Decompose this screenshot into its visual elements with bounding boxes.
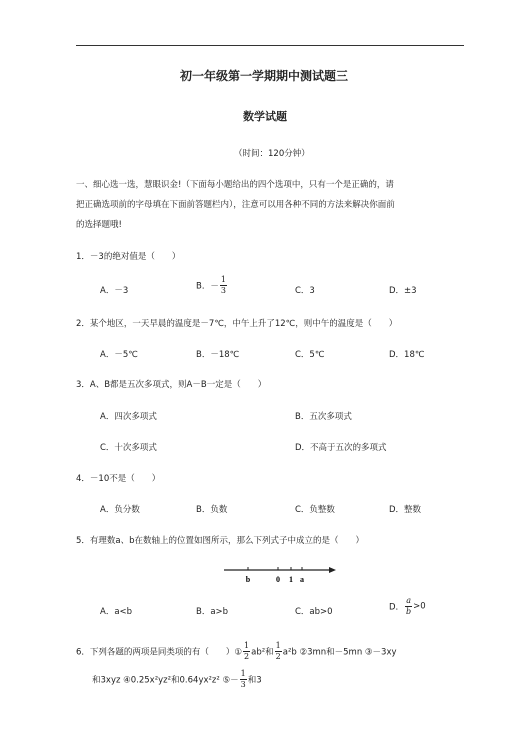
question-6-line2-start: 和3xyz ④0.25x²yz²和0.64yx²z² ⑤－: [92, 675, 239, 686]
number-line-figure: [220, 562, 340, 586]
question-6-part1a: ab²和: [251, 647, 274, 658]
question-3-option-a: A．四次多项式: [100, 412, 157, 422]
section-instructions-line1: 一、细心选一选，慧眼识金!（下面每小题给出的四个选项中，只有一个是正确的，请: [76, 180, 394, 190]
question-4-option-b: B．负数: [196, 505, 228, 515]
question-6-line2-end: 和3: [247, 675, 262, 686]
fraction-numerator: a: [406, 596, 411, 605]
page-title: 初一年级第一学期期中测试题三: [180, 69, 349, 83]
fraction: [275, 642, 282, 661]
question-5-stem: 5．有理数a、b在数轴上的位置如图所示，那么下列式子中成立的是（ ）: [76, 536, 365, 546]
fraction: [405, 597, 412, 616]
question-1-option-b: [196, 276, 228, 295]
question-5-option-d-suffix: >0: [413, 601, 426, 612]
question-2-option-a: A．－5℃: [100, 350, 138, 360]
question-5-option-b: B．a>b: [196, 607, 229, 617]
number-line-label-0: 0: [276, 575, 280, 584]
question-5-option-a: A．a<b: [100, 607, 133, 617]
fraction: [220, 276, 227, 295]
question-4-option-a: A．负分数: [100, 505, 140, 515]
question-4-option-c: C．负整数: [295, 505, 335, 515]
top-rule: [76, 45, 464, 46]
question-3-option-b: B．五次多项式: [295, 412, 352, 422]
question-3-stem: 3．A、B都是五次多项式，则A－B一定是（ ）: [76, 380, 267, 390]
question-5-option-d-prefix: D．: [389, 602, 405, 613]
fraction: [243, 642, 250, 661]
question-3-option-d: D．不高于五次的多项式: [295, 443, 387, 453]
fraction-denominator: 3: [240, 680, 246, 689]
fraction-numerator: 1: [220, 275, 226, 284]
question-3-option-c: C．十次多项式: [100, 443, 157, 453]
fraction-numerator: 1: [275, 641, 281, 650]
number-line-arrow: [329, 567, 336, 573]
question-6-stem-start: 6．下列各题的两项是同类项的有（ ）①: [76, 647, 243, 658]
question-6-part1b: a²b ②3mn和－5mn ③－3xy: [282, 647, 397, 658]
question-4-stem: 4．－10不是（ ）: [76, 474, 161, 484]
question-2-option-c: C．5℃: [295, 350, 325, 360]
question-2-stem: 2．某个地区，一天早晨的温度是－7℃，中午上升了12℃，则中午的温度是（ ）: [76, 319, 398, 329]
number-line-label-1: 1: [289, 575, 293, 584]
question-1-option-c: C．3: [295, 286, 315, 296]
section-instructions-line3: 的选择题哦!: [76, 220, 122, 230]
question-6-line2: [92, 670, 262, 689]
question-2-option-d: D．18℃: [389, 350, 425, 360]
fraction-denominator: 2: [244, 652, 250, 661]
exam-time: （时间：120分钟）: [234, 149, 310, 159]
fraction-numerator: 1: [244, 641, 250, 650]
fraction-denominator: 3: [220, 286, 226, 295]
fraction-numerator: 1: [240, 669, 246, 678]
fraction: [240, 670, 247, 689]
fraction-denominator: 2: [275, 652, 281, 661]
section-instructions-line2: 把正确选项前的字母填在下面前答题栏内），注意可以用各种不同的方法来解决你面前: [76, 200, 395, 210]
question-1-option-a: A．－3: [100, 286, 129, 296]
question-5-option-d: [389, 597, 426, 616]
question-2-option-b: B．－18℃: [196, 350, 240, 360]
question-6-line1: [76, 642, 397, 661]
page-subtitle: 数学试题: [243, 110, 287, 123]
question-1-option-d: D．±3: [389, 286, 417, 296]
number-line-label-b: b: [245, 575, 251, 584]
number-line-label-a: a: [300, 575, 304, 584]
fraction-denominator: b: [406, 607, 412, 616]
question-5-option-c: C．ab>0: [295, 607, 333, 617]
question-1-stem: 1．－3的绝对值是（ ）: [76, 252, 181, 262]
question-4-option-d: D．整数: [389, 505, 422, 515]
question-1-option-b-prefix: B．－: [196, 281, 219, 292]
